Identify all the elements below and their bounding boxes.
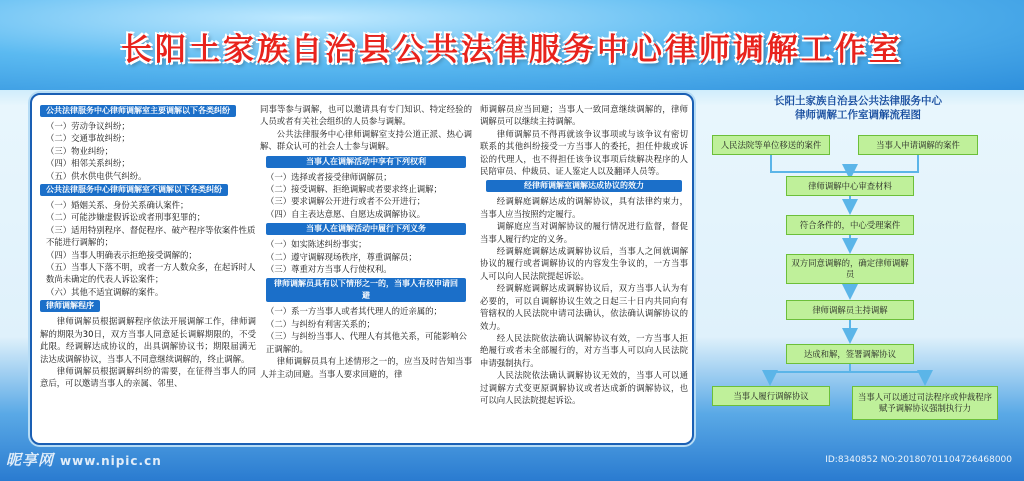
flow-node-confirm-mediator: 双方同意调解的，确定律师调解员 bbox=[786, 254, 914, 284]
column-1 bbox=[40, 103, 256, 390]
section-header-recusal: 律师调解员具有以下情形之一的，当事人有权申请回避 bbox=[266, 278, 465, 302]
paragraph: 经调解庭调解达成调解协议后，双方当事人认为有必要的，可以自调解协议生效之日起三十日内共同向有管辖权的人民法院申请司法确认，依法确认调解协议的效力。 bbox=[480, 283, 688, 331]
section-header-obligations: 当事人在调解活动中履行下列义务 bbox=[266, 223, 465, 235]
list-item: （五）当事人下落不明，或者一方人数众多，在起诉时人数尚未确定的代表人诉讼案件； bbox=[46, 262, 256, 285]
section-header-rights: 当事人在调解活动中享有下列权利 bbox=[266, 156, 465, 168]
flowchart-title-line2: 律师调解工作室调解流程图 bbox=[795, 109, 921, 121]
watermark-brand bbox=[6, 449, 162, 470]
paragraph: 律师调解员不得再就该争议事项或与该争议有密切联系的其他纠纷接受一方当事人的委托，担任仲裁或诉讼的代理人，也不得担任该争议事项后续解决程序的人民陪审员、仲裁员、证人鉴定人以及翻译人员等。 bbox=[480, 128, 688, 177]
list-item: （四）自主表达意愿、自愿达成调解协议。 bbox=[266, 208, 426, 219]
list-item: （三）尊重对方当事人行使权利。 bbox=[266, 264, 392, 275]
list-item: （四）相邻关系纠纷； bbox=[46, 158, 130, 169]
flow-arrow bbox=[850, 372, 925, 382]
flow-node-perform: 当事人履行调解协议 bbox=[712, 386, 830, 406]
column-3 bbox=[480, 103, 688, 406]
flowchart-title bbox=[712, 94, 1004, 122]
paragraph: 律师调解员具有上述情形之一的，应当及时告知当事人并主动回避。当事人要求回避的，律 bbox=[260, 356, 472, 379]
flow-arrow bbox=[770, 364, 850, 382]
column-2 bbox=[260, 103, 472, 380]
flow-node-party-application: 当事人申请调解的案件 bbox=[858, 135, 978, 155]
list-item: （三）适用特别程序、督促程序、破产程序等依案件性质不能进行调解的； bbox=[46, 224, 256, 248]
paragraph: 公共法律服务中心律师调解室支持公道正派、热心调解、群众认可的社会人士参与调解。 bbox=[260, 128, 472, 152]
page-title: 长阳土家族自治县公共法律服务中心律师调解工作室 bbox=[121, 32, 903, 68]
watermark-id: ID:8340852 NO:20180701104726468000 bbox=[825, 455, 1012, 465]
list-item: （二）与纠纷有利害关系的； bbox=[266, 318, 375, 329]
paragraph: 律师调解员根据调解程序依法开展调解工作，律师调解的期限为30日，双方当事人同意延长调解期限的，不受此限。经调解达成协议的，出具调解协议书；期限届满无法达成调解协议，当事人不同意继续调解的，终止调解。 bbox=[40, 316, 256, 364]
list-item: （五）供水供电供气纠纷。 bbox=[46, 170, 147, 181]
paragraph: 经调解庭调解达成的调解协议，具有法律约束力，当事人应当按照约定履行。 bbox=[480, 196, 688, 219]
section-header-procedure: 律师调解程序 bbox=[40, 300, 100, 312]
watermark-brand-text: 昵享网 bbox=[6, 451, 55, 469]
list-item: （三）与纠纷当事人、代理人有其他关系，可能影响公正调解的。 bbox=[266, 331, 467, 354]
flow-node-enforce: 当事人可以通过司法程序或仲裁程序赋予调解协议强制执行力 bbox=[852, 386, 998, 420]
flow-node-preside: 律师调解员主持调解 bbox=[786, 300, 914, 320]
flow-node-agreement: 达成和解，签署调解协议 bbox=[786, 344, 914, 364]
rules-panel bbox=[30, 93, 694, 445]
list-item: （三）要求调解公开进行或者不公开进行； bbox=[266, 196, 426, 207]
list-item: （二）交通事故纠纷； bbox=[46, 133, 130, 144]
paragraph: 人民法院依法确认调解协议无效的，当事人可以通过调解方式变更原调解协议或者达成新的调解协议，也可以向人民法院提起诉讼。 bbox=[480, 370, 688, 405]
flow-node-review: 律师调解中心审查材料 bbox=[786, 176, 914, 196]
paragraph: 师调解员应当回避；当事人一致同意继续调解的，律师调解员可以继续主持调解。 bbox=[480, 104, 688, 127]
section-header-agreement-effect: 经律师调解室调解达成协议的效力 bbox=[486, 180, 682, 192]
flow-arrow bbox=[771, 155, 850, 176]
paragraph: 同事等参与调解，也可以邀请具有专门知识、特定经验的人员或者有关社会组织的人员参与调解。 bbox=[260, 104, 472, 127]
list-item: （二）遵守调解现场秩序，尊重调解员； bbox=[266, 251, 417, 262]
list-item: （一）系一方当事人或者其代理人的近亲属的； bbox=[266, 306, 442, 317]
section-header-mediation-scope: 公共法律服务中心律师调解室主要调解以下各类纠纷 bbox=[40, 105, 236, 117]
paragraph: 经人民法院依法确认调解协议有效，一方当事人拒绝履行或者未全部履行的，对方当事人可以向人民法院申请强制执行。 bbox=[480, 332, 688, 368]
paragraph: 律师调解员根据调解纠纷的需要，在征得当事人的同意后，可以邀请当事人的亲属、邻里、 bbox=[40, 365, 256, 389]
list-item: （三）物业纠纷； bbox=[46, 145, 113, 156]
watermark-url: www.nipic.cn bbox=[60, 454, 162, 468]
list-item: （六）其他不适宜调解的案件。 bbox=[46, 286, 164, 297]
list-item: （一）如实陈述纠纷事实； bbox=[266, 239, 367, 250]
list-item: （四）当事人明确表示拒绝接受调解的； bbox=[46, 249, 197, 260]
list-item: （一）选择或者接受律师调解员； bbox=[266, 171, 392, 182]
paragraph: 调解庭应当对调解协议的履行情况进行监督，督促当事人履行约定的义务。 bbox=[480, 221, 688, 244]
list-item: （二）可能涉嫌虚假诉讼或者刑事犯罪的； bbox=[46, 212, 206, 223]
list-item: （二）接受调解、拒绝调解或者要求终止调解； bbox=[266, 184, 442, 195]
flow-node-court-referral: 人民法院等单位移送的案件 bbox=[712, 135, 830, 155]
flow-arrow bbox=[850, 155, 918, 172]
list-item: （一）劳动争议纠纷； bbox=[46, 121, 130, 131]
header-banner bbox=[0, 0, 1024, 90]
flowchart-title-line1: 长阳土家族自治县公共法律服务中心 bbox=[774, 95, 942, 107]
list-item: （一）婚姻关系、身份关系确认案件； bbox=[46, 200, 189, 211]
section-header-excluded-cases: 公共法律服务中心律师调解室不调解以下各类纠纷 bbox=[40, 184, 228, 196]
flow-node-accept: 符合条件的，中心受理案件 bbox=[786, 215, 914, 235]
paragraph: 经调解庭调解达成调解协议后，当事人之间就调解协议的履行或者调解协议的内容发生争议的，一方当事人可以向人民法院提起诉讼。 bbox=[480, 246, 688, 281]
